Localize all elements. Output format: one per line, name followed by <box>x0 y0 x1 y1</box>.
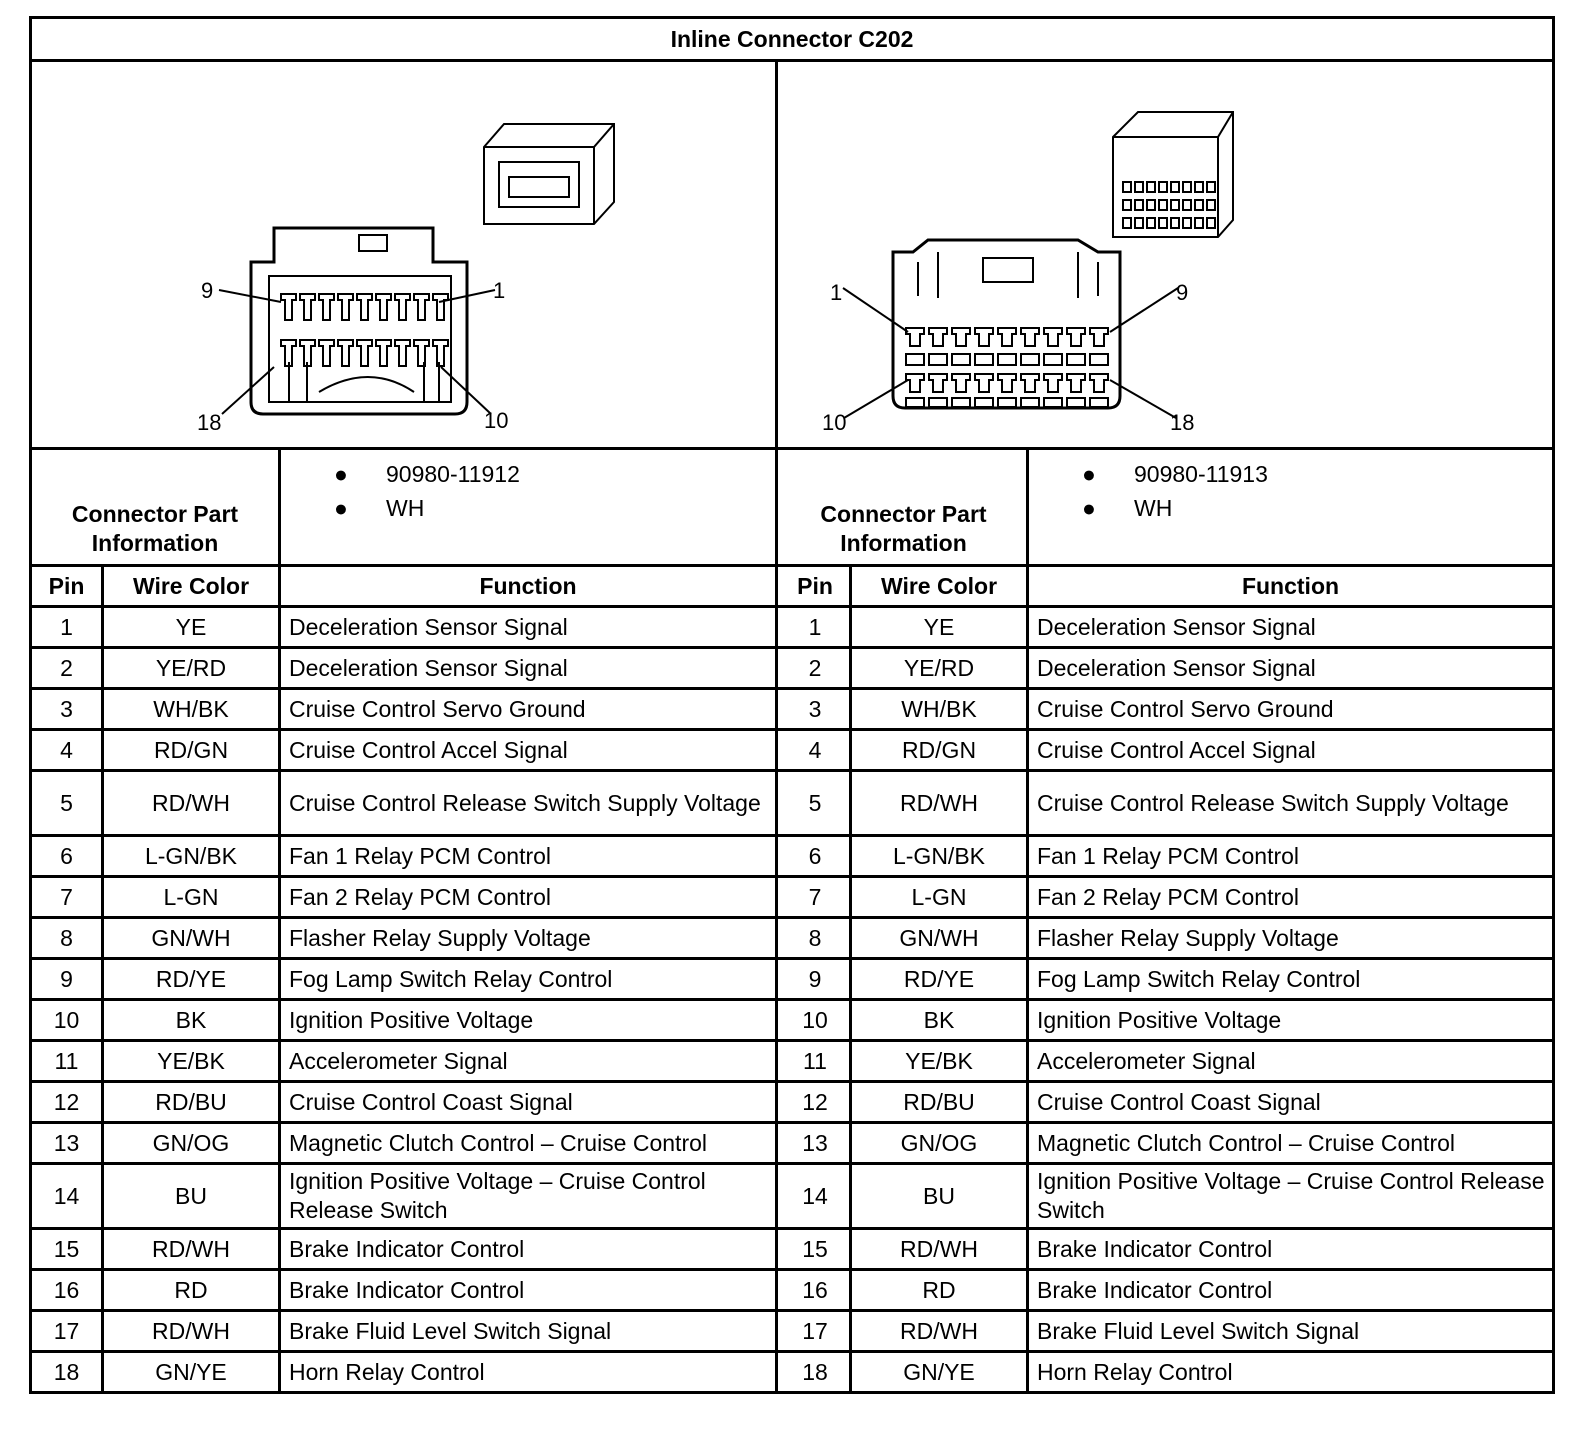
left-function-cell: Brake Indicator Control <box>289 1235 525 1262</box>
pin-cavity <box>1090 354 1108 365</box>
right-pin-number-cell: 6 <box>808 842 822 869</box>
grid-horizontal-line <box>29 687 1555 690</box>
left-wire-color-cell: RD/BU <box>155 1088 227 1115</box>
pin-cavity <box>1067 398 1085 407</box>
pin-cavity <box>906 374 924 392</box>
pin-cavity <box>1147 200 1155 210</box>
grid-horizontal-line <box>29 998 1555 1001</box>
right-pin-number-cell: 7 <box>808 883 822 910</box>
pin-cavity <box>1195 200 1203 210</box>
pin-cavity <box>975 374 993 392</box>
left-pin-row-top <box>281 294 448 320</box>
grid-horizontal-line <box>29 59 1555 62</box>
right-function-cell: Fan 2 Relay PCM Control <box>1037 883 1300 910</box>
left-wire-color-cell: RD/YE <box>155 965 227 992</box>
pin-cavity <box>319 294 334 320</box>
left-pin-number-cell: 12 <box>53 1088 80 1115</box>
pin-cavity <box>998 354 1016 365</box>
pin-cavity <box>1123 182 1131 192</box>
left-function-cell: Magnetic Clutch Control – Cruise Control <box>289 1129 708 1156</box>
pin-cavity <box>395 340 410 366</box>
left-wire-color-cell: BU <box>175 1182 207 1209</box>
left-function-cell: Fan 1 Relay PCM Control <box>289 842 552 869</box>
left-header-function: Function <box>479 572 577 599</box>
right-function-cell: Fog Lamp Switch Relay Control <box>1037 965 1361 992</box>
right-function-cell: Horn Relay Control <box>1037 1358 1233 1385</box>
right-wire-color-cell: RD/WH <box>900 1317 978 1344</box>
connector-table <box>29 16 1555 1422</box>
right-wire-color-cell: YE <box>923 613 955 640</box>
pin-cavity <box>357 294 372 320</box>
pin-cavity <box>1123 218 1131 228</box>
pin-cavity <box>1090 374 1108 392</box>
right-function-cell: Cruise Control Coast Signal <box>1037 1088 1321 1115</box>
pin-cavity <box>1171 182 1179 192</box>
grid-vertical-line <box>1026 447 1029 1394</box>
right-pin-row-top <box>906 328 1108 365</box>
pin-cavity <box>395 294 410 320</box>
right-function-cell: Ignition Positive Voltage <box>1037 1006 1282 1033</box>
left-wire-color-cell: GN/YE <box>155 1358 227 1385</box>
right-pin-number-cell: 16 <box>802 1276 828 1303</box>
pin-cavity <box>1021 328 1039 346</box>
pin-cavity <box>300 294 315 320</box>
left-header-pin: Pin <box>48 572 85 599</box>
grid-horizontal-line <box>29 1162 1555 1165</box>
right-connector-isometric <box>1113 112 1233 237</box>
grid-horizontal-line <box>29 1350 1555 1353</box>
grid-horizontal-line <box>29 957 1555 960</box>
grid-horizontal-line <box>29 1309 1555 1312</box>
pin-cavity <box>1207 218 1215 228</box>
right-pin-number-cell: 9 <box>808 965 822 992</box>
page-title: Inline Connector C202 <box>670 25 914 52</box>
pin-cavity <box>414 340 429 366</box>
right-function-cell: Brake Indicator Control <box>1037 1235 1273 1262</box>
right-wire-color-cell: GN/WH <box>899 924 979 951</box>
left-part-info-label: Connector Part Information <box>71 501 239 556</box>
pin-cavity <box>1067 354 1085 365</box>
grid-vertical-line <box>101 564 104 1394</box>
left-label-bottom-right: 10 <box>484 408 509 433</box>
pin-cavity <box>1207 200 1215 210</box>
right-function-cell: Deceleration Sensor Signal <box>1037 613 1316 640</box>
left-function-cell: Accelerometer Signal <box>289 1047 508 1074</box>
pin-cavity <box>929 354 947 365</box>
right-wire-color-cell: YE/RD <box>903 654 975 681</box>
pin-cavity <box>376 340 391 366</box>
pin-cavity <box>338 340 353 366</box>
right-pin-number-cell: 3 <box>808 695 822 722</box>
left-header-wire-color: Wire Color <box>132 572 250 599</box>
pin-cavity <box>433 340 448 366</box>
pin-cavity <box>1147 218 1155 228</box>
left-pin-number-cell: 4 <box>60 736 73 763</box>
pin-cavity <box>1044 398 1062 407</box>
grid-horizontal-line <box>29 1391 1555 1394</box>
left-wire-color-cell: YE/BK <box>157 1047 225 1074</box>
pin-cavity <box>1021 354 1039 365</box>
pin-cavity <box>929 328 947 346</box>
right-pin-number-cell: 15 <box>802 1235 828 1262</box>
pin-cavity <box>906 398 924 407</box>
right-wire-color-cell: YE/BK <box>905 1047 973 1074</box>
pin-cavity <box>1195 218 1203 228</box>
left-pin-number-cell: 3 <box>60 695 73 722</box>
right-wire-color-cell: L-GN/BK <box>892 842 986 869</box>
pin-cavity <box>1090 398 1108 407</box>
grid-vertical-line <box>1552 16 1555 1394</box>
right-part-color: ● WH <box>1082 495 1173 521</box>
pin-cavity <box>1067 374 1085 392</box>
pin-cavity <box>1183 218 1191 228</box>
right-part-number: ● 90980-11913 <box>1082 461 1268 487</box>
pin-cavity <box>929 374 947 392</box>
left-function-cell: Ignition Positive Voltage <box>289 1006 534 1033</box>
left-function-cell: Deceleration Sensor Signal <box>289 613 568 640</box>
left-label-bottom-left: 18 <box>197 410 222 435</box>
grid-horizontal-line <box>29 769 1555 772</box>
right-pin-number-cell: 17 <box>802 1317 828 1344</box>
grid-horizontal-line <box>29 1121 1555 1124</box>
left-part-color: ● WH <box>334 495 425 521</box>
grid-horizontal-line <box>29 728 1555 731</box>
right-pin-row-bottom <box>906 374 1108 407</box>
left-function-cell: Brake Indicator Control <box>289 1276 525 1303</box>
left-pin-number-cell: 7 <box>60 883 73 910</box>
grid-vertical-line <box>278 447 281 1394</box>
pin-cavity <box>1067 328 1085 346</box>
grid-vertical-line <box>849 564 852 1394</box>
pin-cavity <box>1135 200 1143 210</box>
pin-cavity <box>1021 374 1039 392</box>
left-part-info-list <box>334 457 520 525</box>
left-connector-isometric <box>484 124 614 224</box>
right-header-function: Function <box>1241 572 1340 599</box>
left-pin-number-cell: 16 <box>53 1276 80 1303</box>
left-function-cell: Ignition Positive Voltage – Cruise Control Release Switch <box>289 1168 706 1223</box>
left-pin-number-cell: 11 <box>54 1047 79 1074</box>
grid-horizontal-line <box>29 1268 1555 1271</box>
pin-cavity <box>952 398 970 407</box>
right-part-info-label: Connector Part Information <box>820 501 987 556</box>
pin-cavity <box>1021 398 1039 407</box>
grid-horizontal-line <box>29 605 1555 608</box>
grid-horizontal-line <box>29 16 1555 19</box>
right-function-cell: Magnetic Clutch Control – Cruise Control <box>1037 1129 1456 1156</box>
pin-cavity <box>433 294 448 320</box>
left-wire-color-cell: RD/WH <box>152 1317 230 1344</box>
left-wire-color-cell: YE/RD <box>155 654 227 681</box>
left-wire-color-cell: RD/WH <box>152 1235 230 1262</box>
left-wire-color-cell: WH/BK <box>153 695 229 722</box>
pin-cavity <box>1207 182 1215 192</box>
pin-cavity <box>952 328 970 346</box>
pin-cavity <box>1183 200 1191 210</box>
pin-cavity <box>952 374 970 392</box>
left-pin-number-cell: 13 <box>53 1129 80 1156</box>
pin-cavity <box>1159 200 1167 210</box>
pin-cavity <box>1044 328 1062 346</box>
left-connector-diagram <box>29 62 778 450</box>
right-wire-color-cell: L-GN <box>911 883 967 910</box>
right-pin-number-cell: 14 <box>802 1182 828 1209</box>
right-function-cell: Fan 1 Relay PCM Control <box>1037 842 1300 869</box>
pin-cavity <box>929 398 947 407</box>
left-pin-number-cell: 8 <box>60 924 73 951</box>
pin-cavity <box>1044 354 1062 365</box>
pin-cavity <box>975 328 993 346</box>
pin-cavity <box>1123 200 1131 210</box>
left-function-cell: Fog Lamp Switch Relay Control <box>289 965 613 992</box>
right-pin-number-cell: 10 <box>802 1006 828 1033</box>
left-pin-number-cell: 9 <box>60 965 73 992</box>
pin-cavity <box>1090 328 1108 346</box>
pin-cavity <box>1171 200 1179 210</box>
right-wire-color-cell: RD/YE <box>903 965 975 992</box>
right-wire-color-cell: GN/OG <box>900 1129 978 1156</box>
pin-cavity <box>376 294 391 320</box>
left-wire-color-cell: GN/WH <box>151 924 231 951</box>
right-pin-number-cell: 1 <box>808 613 822 640</box>
grid-horizontal-line <box>29 1080 1555 1083</box>
left-wire-color-cell: L-GN <box>163 883 219 910</box>
left-function-cell: Deceleration Sensor Signal <box>289 654 568 681</box>
pin-cavity <box>281 294 296 320</box>
right-function-cell: Cruise Control Release Switch Supply Voltage <box>1037 789 1509 816</box>
left-pin-number-cell: 1 <box>60 613 73 640</box>
left-function-cell: Cruise Control Accel Signal <box>289 736 568 763</box>
right-function-cell: Flasher Relay Supply Voltage <box>1037 924 1339 951</box>
pin-cavity <box>1147 182 1155 192</box>
left-pin-number-cell: 5 <box>60 789 73 816</box>
pin-cavity <box>975 398 993 407</box>
right-header-wire-color: Wire Color <box>880 572 998 599</box>
right-function-cell: Cruise Control Accel Signal <box>1037 736 1316 763</box>
pin-cavity <box>357 340 372 366</box>
right-wire-color-cell: RD/BU <box>903 1088 975 1115</box>
pin-cavity <box>338 294 353 320</box>
left-label-top-right: 1 <box>493 278 506 303</box>
right-function-cell: Brake Indicator Control <box>1037 1276 1273 1303</box>
right-pin-number-cell: 18 <box>802 1358 828 1385</box>
grid-horizontal-line <box>29 1039 1555 1042</box>
left-wire-color-cell: RD/GN <box>153 736 229 763</box>
right-label-bottom-right: 18 <box>1170 410 1195 435</box>
grid-vertical-line <box>775 59 778 1394</box>
right-wire-color-cell: GN/YE <box>903 1358 975 1385</box>
left-function-cell: Horn Relay Control <box>289 1358 485 1385</box>
grid-horizontal-line <box>29 646 1555 649</box>
grid-horizontal-line <box>29 1227 1555 1230</box>
grid-horizontal-line <box>29 564 1555 567</box>
pin-cavity <box>319 340 334 366</box>
left-pin-number-cell: 10 <box>53 1006 80 1033</box>
pin-cavity <box>1159 218 1167 228</box>
right-wire-color-cell: BK <box>923 1006 955 1033</box>
pin-cavity <box>1195 182 1203 192</box>
pin-cavity <box>975 354 993 365</box>
right-wire-color-cell: RD <box>922 1276 956 1303</box>
right-part-info-list <box>1082 457 1268 525</box>
left-pin-number-cell: 15 <box>53 1235 80 1262</box>
left-function-cell: Cruise Control Servo Ground <box>289 695 586 722</box>
pin-cavity <box>1183 182 1191 192</box>
right-connector-diagram <box>778 62 1555 450</box>
right-function-cell: Deceleration Sensor Signal <box>1037 654 1316 681</box>
pin-cavity <box>998 328 1016 346</box>
pin-cavity <box>1135 182 1143 192</box>
right-wire-color-cell: BU <box>923 1182 955 1209</box>
right-pin-number-cell: 11 <box>803 1047 827 1074</box>
left-pin-number-cell: 2 <box>60 654 73 681</box>
pin-cavity <box>1044 374 1062 392</box>
right-pin-number-cell: 4 <box>808 736 822 763</box>
left-part-number: ● 90980-11912 <box>334 461 520 487</box>
pin-cavity <box>1135 218 1143 228</box>
grid-horizontal-line <box>29 447 1555 450</box>
right-pin-number-cell: 2 <box>808 654 822 681</box>
left-pin-number-cell: 17 <box>53 1317 80 1344</box>
left-wire-color-cell: L-GN/BK <box>144 842 238 869</box>
grid-horizontal-line <box>29 875 1555 878</box>
right-wire-color-cell: RD/WH <box>900 1235 978 1262</box>
left-label-top-left: 9 <box>201 278 214 303</box>
left-wire-color-cell: RD/WH <box>152 789 230 816</box>
grid-vertical-line <box>29 16 32 1394</box>
right-wire-color-cell: RD/GN <box>901 736 977 763</box>
left-function-cell: Brake Fluid Level Switch Signal <box>289 1317 612 1344</box>
right-function-cell: Accelerometer Signal <box>1037 1047 1256 1074</box>
left-pin-number-cell: 14 <box>53 1182 80 1209</box>
pin-cavity <box>906 354 924 365</box>
left-wire-color-cell: GN/OG <box>152 1129 230 1156</box>
right-pin-number-cell: 13 <box>802 1129 828 1156</box>
right-header-pin: Pin <box>797 572 833 599</box>
left-function-cell: Flasher Relay Supply Voltage <box>289 924 591 951</box>
right-pin-number-cell: 12 <box>802 1088 828 1115</box>
pin-cavity <box>998 398 1016 407</box>
pin-cavity <box>906 328 924 346</box>
left-function-cell: Cruise Control Coast Signal <box>289 1088 573 1115</box>
pin-cavity <box>414 294 429 320</box>
right-wire-color-cell: WH/BK <box>901 695 977 722</box>
right-function-cell: Ignition Positive Voltage – Cruise Control Release Switch <box>1037 1168 1545 1223</box>
right-pin-number-cell: 5 <box>808 789 822 816</box>
left-function-cell: Cruise Control Release Switch Supply Voltage <box>289 789 761 816</box>
pin-cavity <box>1159 182 1167 192</box>
pin-cavity <box>952 354 970 365</box>
left-wire-color-cell: RD <box>174 1276 208 1303</box>
left-pin-number-cell: 18 <box>53 1358 80 1385</box>
right-label-top-right: 9 <box>1176 280 1189 305</box>
left-pin-leaders <box>219 290 495 414</box>
left-function-cell: Fan 2 Relay PCM Control <box>289 883 552 910</box>
right-pin-number-cell: 8 <box>808 924 822 951</box>
right-function-cell: Brake Fluid Level Switch Signal <box>1037 1317 1360 1344</box>
grid-horizontal-line <box>29 916 1555 919</box>
pin-cavity <box>1171 218 1179 228</box>
right-wire-color-cell: RD/WH <box>900 789 978 816</box>
grid-horizontal-line <box>29 834 1555 837</box>
right-function-cell: Cruise Control Servo Ground <box>1037 695 1334 722</box>
left-connector-face <box>251 228 467 414</box>
left-wire-color-cell: BK <box>175 1006 207 1033</box>
pin-cavity <box>998 374 1016 392</box>
right-label-bottom-left: 10 <box>822 410 847 435</box>
left-pin-number-cell: 6 <box>60 842 73 869</box>
left-wire-color-cell: YE <box>175 613 207 640</box>
right-label-top-left: 1 <box>830 280 843 305</box>
right-connector-face <box>893 240 1120 408</box>
